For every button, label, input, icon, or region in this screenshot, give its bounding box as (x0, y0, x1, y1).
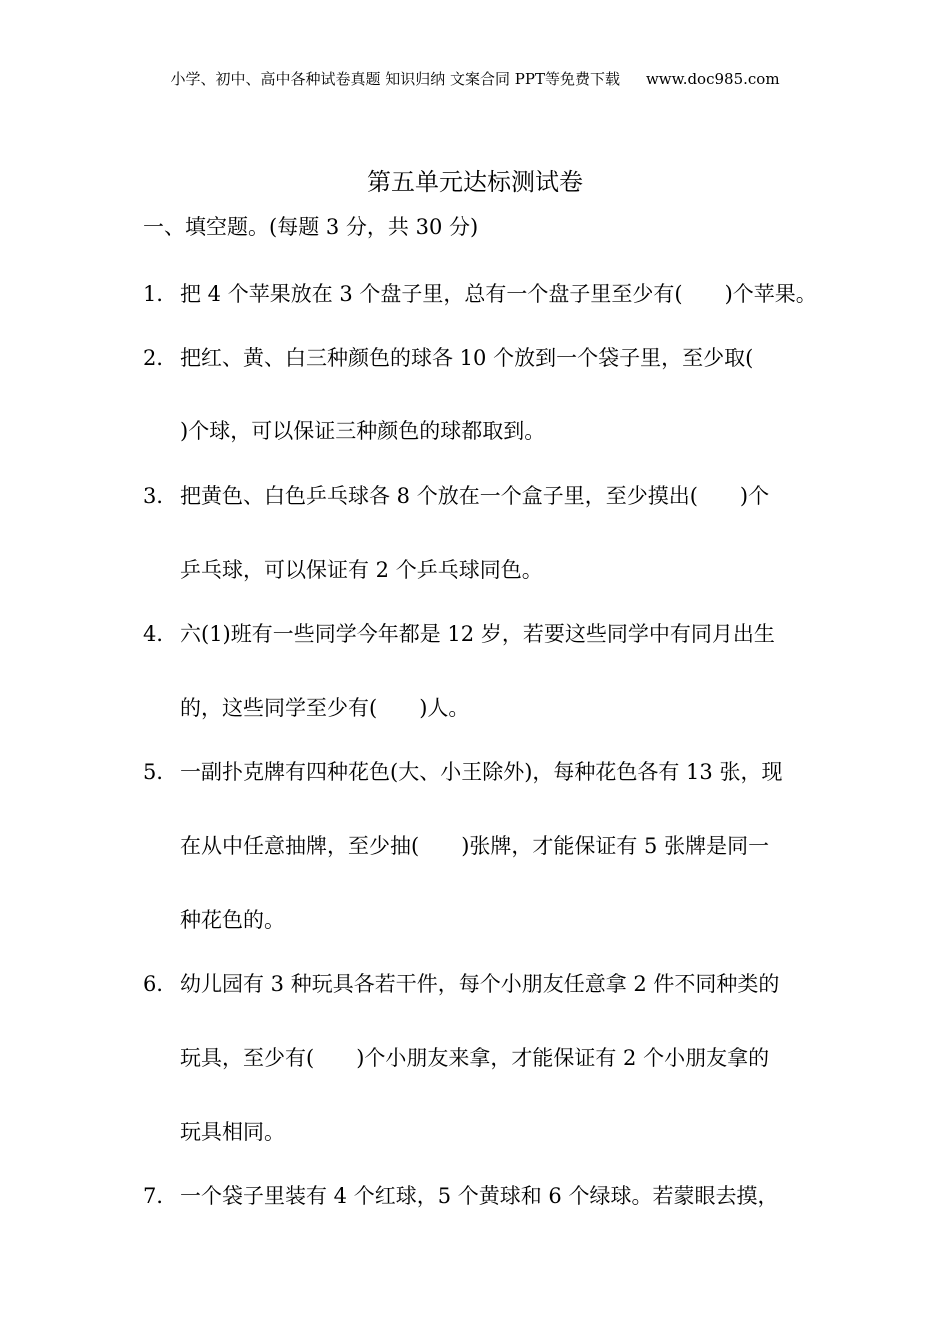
question-7-number: 7． (143, 1184, 178, 1208)
question-1-number: 1． (143, 282, 178, 306)
question-2-line-1: 把红、黄、白三种颜色的球各 10 个放到一个袋子里，至少取( (180, 346, 754, 370)
question-4-line-2: 的，这些同学至少有( )人。 (180, 696, 470, 720)
page-title: 第五单元达标测试卷 (367, 168, 583, 196)
question-6-line-2: 玩具，至少有( )个小朋友来拿，才能保证有 2 个小朋友拿的 (180, 1046, 770, 1070)
question-1-line-1: 把 4 个苹果放在 3 个盘子里，总有一个盘子里至少有( )个苹果。 (180, 282, 817, 306)
question-3-line-1: 把黄色、白色乒乓球各 8 个放在一个盒子里，至少摸出( )个 (180, 484, 770, 508)
question-5-line-3: 种花色的。 (180, 908, 285, 932)
question-3-number: 3． (143, 484, 178, 508)
section-heading: 一、填空题。(每题 3 分，共 30 分) (143, 215, 479, 239)
question-4-line-1: 六(1)班有一些同学今年都是 12 岁，若要这些同学中有同月出生 (180, 622, 775, 646)
question-5-line-1: 一副扑克牌有四种花色(大、小王除外)，每种花色各有 13 张，现 (180, 760, 783, 784)
question-6-line-3: 玩具相同。 (180, 1120, 285, 1144)
header-text: 小学、初中、高中各种试卷真题 知识归纳 文案合同 PPT等免费下载 (170, 70, 620, 88)
question-6-number: 6． (143, 972, 178, 996)
question-5-line-2: 在从中任意抽牌，至少抽( )张牌，才能保证有 5 张牌是同一 (180, 834, 770, 858)
question-7-line-1: 一个袋子里装有 4 个红球，5 个黄球和 6 个绿球。若蒙眼去摸， (180, 1184, 779, 1208)
question-3-line-2: 乒乓球，可以保证有 2 个乒乓球同色。 (180, 558, 543, 582)
header-site-link[interactable]: www.doc985.com (645, 70, 780, 88)
question-5-number: 5． (143, 760, 178, 784)
question-2-number: 2． (143, 346, 178, 370)
question-6-line-1: 幼儿园有 3 种玩具各若干件，每个小朋友任意拿 2 件不同种类的 (180, 972, 780, 996)
page-header (0, 68, 950, 89)
question-4-number: 4． (143, 622, 178, 646)
question-2-line-2: )个球，可以保证三种颜色的球都取到。 (180, 419, 546, 443)
